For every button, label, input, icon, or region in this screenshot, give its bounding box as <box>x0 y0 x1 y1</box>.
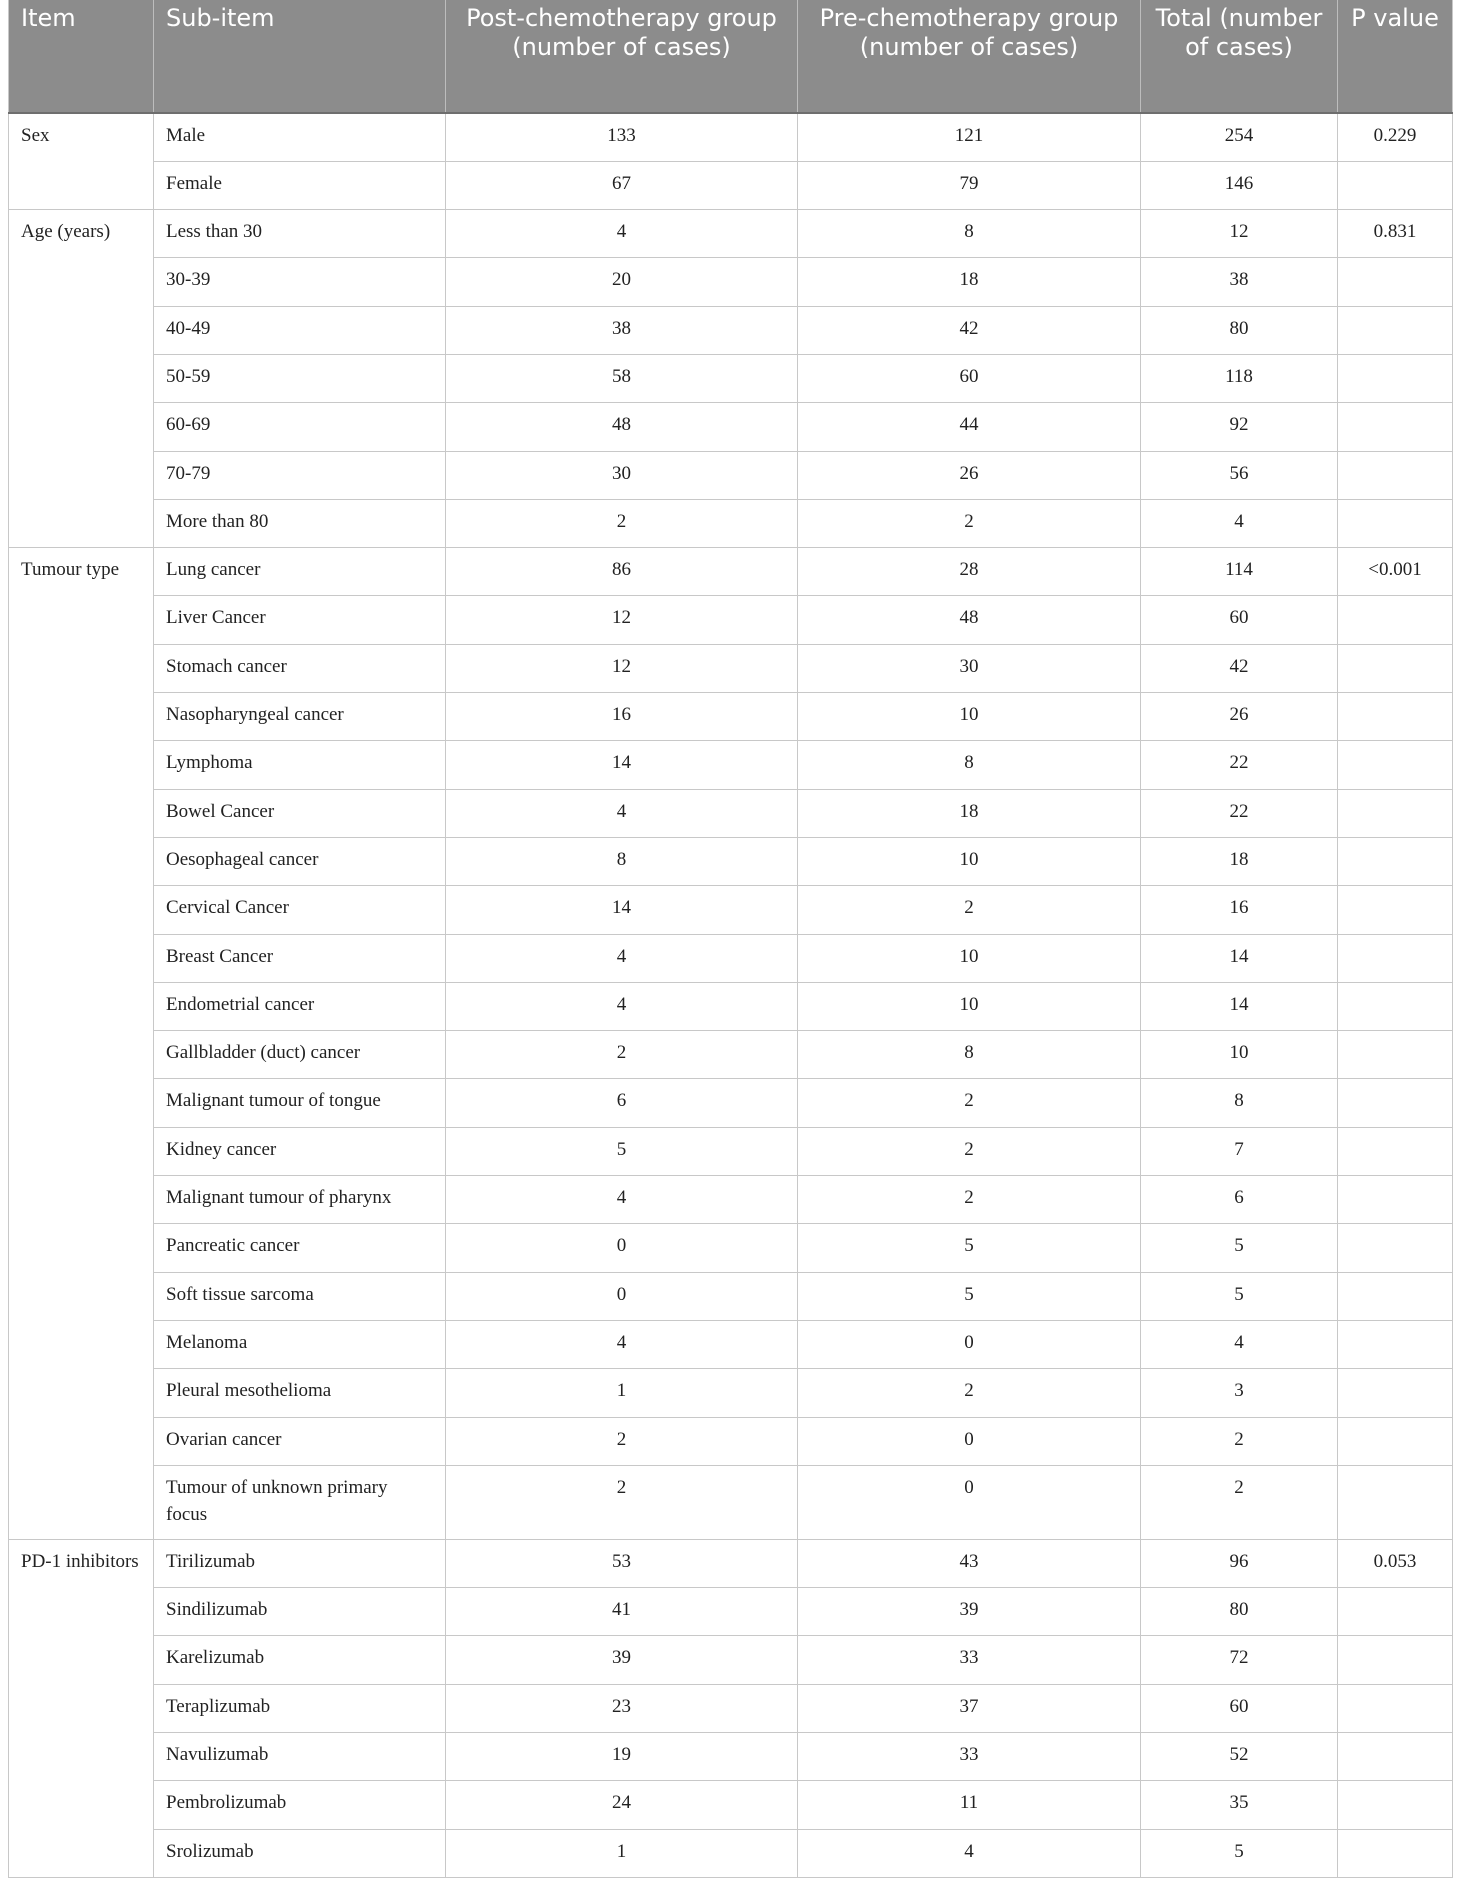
total-cell: 5 <box>1141 1829 1338 1877</box>
post-chemotherapy-cell: 86 <box>446 548 798 596</box>
post-chemotherapy-cell: 4 <box>446 789 798 837</box>
pre-chemotherapy-cell: 10 <box>798 837 1141 885</box>
table-row <box>9 1733 1453 1781</box>
header-total: Total (number of cases) <box>1141 0 1338 113</box>
p-value-cell <box>1338 499 1453 547</box>
p-value-cell <box>1338 1781 1453 1829</box>
table-row <box>9 258 1453 306</box>
post-chemotherapy-cell: 2 <box>446 1465 798 1539</box>
post-chemotherapy-cell: 12 <box>446 596 798 644</box>
p-value-cell <box>1338 161 1453 209</box>
total-cell: 38 <box>1141 258 1338 306</box>
sub-item-cell: Male <box>154 113 446 161</box>
item-cell: PD-1 inhibitors <box>9 1539 154 1877</box>
pre-chemotherapy-cell: 5 <box>798 1224 1141 1272</box>
p-value-cell <box>1338 1224 1453 1272</box>
total-cell: 52 <box>1141 1733 1338 1781</box>
total-cell: 92 <box>1141 403 1338 451</box>
total-cell: 35 <box>1141 1781 1338 1829</box>
post-chemotherapy-cell: 39 <box>446 1636 798 1684</box>
pre-chemotherapy-cell: 2 <box>798 499 1141 547</box>
p-value-cell: 0.053 <box>1338 1539 1453 1587</box>
table-row <box>9 1465 1453 1539</box>
table-row <box>9 210 1453 258</box>
data-table <box>8 0 1453 1878</box>
total-cell: 60 <box>1141 596 1338 644</box>
total-cell: 60 <box>1141 1684 1338 1732</box>
post-chemotherapy-cell: 1 <box>446 1369 798 1417</box>
sub-item-cell: Karelizumab <box>154 1636 446 1684</box>
total-cell: 56 <box>1141 451 1338 499</box>
total-cell: 5 <box>1141 1224 1338 1272</box>
p-value-cell <box>1338 837 1453 885</box>
sub-item-cell: 30-39 <box>154 258 446 306</box>
item-cell: Age (years) <box>9 210 154 548</box>
p-value-cell <box>1338 982 1453 1030</box>
pre-chemotherapy-cell: 18 <box>798 789 1141 837</box>
post-chemotherapy-cell: 48 <box>446 403 798 451</box>
pre-chemotherapy-cell: 44 <box>798 403 1141 451</box>
p-value-cell <box>1338 258 1453 306</box>
sub-item-cell: Srolizumab <box>154 1829 446 1877</box>
pre-chemotherapy-cell: 37 <box>798 1684 1141 1732</box>
pre-chemotherapy-cell: 26 <box>798 451 1141 499</box>
table-body <box>9 113 1453 1877</box>
p-value-cell <box>1338 1684 1453 1732</box>
total-cell: 114 <box>1141 548 1338 596</box>
pre-chemotherapy-cell: 8 <box>798 210 1141 258</box>
p-value-cell <box>1338 403 1453 451</box>
table-row <box>9 837 1453 885</box>
table-header <box>9 0 1453 113</box>
p-value-cell: 0.831 <box>1338 210 1453 258</box>
sub-item-cell: Nasopharyngeal cancer <box>154 693 446 741</box>
p-value-cell <box>1338 354 1453 402</box>
post-chemotherapy-cell: 2 <box>446 1031 798 1079</box>
p-value-cell <box>1338 644 1453 692</box>
table-row <box>9 1127 1453 1175</box>
p-value-cell <box>1338 886 1453 934</box>
pre-chemotherapy-cell: 121 <box>798 113 1141 161</box>
table-row <box>9 934 1453 982</box>
total-cell: 80 <box>1141 1588 1338 1636</box>
post-chemotherapy-cell: 41 <box>446 1588 798 1636</box>
sub-item-cell: 60-69 <box>154 403 446 451</box>
table-row <box>9 499 1453 547</box>
total-cell: 118 <box>1141 354 1338 402</box>
sub-item-cell: Navulizumab <box>154 1733 446 1781</box>
item-cell: Tumour type <box>9 548 154 1540</box>
pre-chemotherapy-cell: 42 <box>798 306 1141 354</box>
table-row <box>9 1781 1453 1829</box>
sub-item-cell: Lymphoma <box>154 741 446 789</box>
sub-item-cell: Less than 30 <box>154 210 446 258</box>
table-row <box>9 1588 1453 1636</box>
header-item: Item <box>9 0 154 113</box>
header-sub-item: Sub-item <box>154 0 446 113</box>
p-value-cell <box>1338 451 1453 499</box>
total-cell: 22 <box>1141 741 1338 789</box>
total-cell: 8 <box>1141 1079 1338 1127</box>
sub-item-cell: Tumour of unknown primary focus <box>154 1465 446 1539</box>
pre-chemotherapy-cell: 2 <box>798 1079 1141 1127</box>
table-row <box>9 1636 1453 1684</box>
pre-chemotherapy-cell: 2 <box>798 1176 1141 1224</box>
post-chemotherapy-cell: 8 <box>446 837 798 885</box>
total-cell: 80 <box>1141 306 1338 354</box>
total-cell: 72 <box>1141 1636 1338 1684</box>
pre-chemotherapy-cell: 0 <box>798 1465 1141 1539</box>
post-chemotherapy-cell: 4 <box>446 934 798 982</box>
p-value-cell <box>1338 1369 1453 1417</box>
total-cell: 5 <box>1141 1272 1338 1320</box>
post-chemotherapy-cell: 4 <box>446 982 798 1030</box>
total-cell: 14 <box>1141 982 1338 1030</box>
post-chemotherapy-cell: 38 <box>446 306 798 354</box>
item-cell: Sex <box>9 113 154 210</box>
table-row <box>9 306 1453 354</box>
pre-chemotherapy-cell: 10 <box>798 934 1141 982</box>
header-row <box>9 0 1453 113</box>
table-row <box>9 403 1453 451</box>
p-value-cell <box>1338 1127 1453 1175</box>
table-row <box>9 113 1453 161</box>
table-row <box>9 1539 1453 1587</box>
post-chemotherapy-cell: 6 <box>446 1079 798 1127</box>
sub-item-cell: More than 80 <box>154 499 446 547</box>
pre-chemotherapy-cell: 48 <box>798 596 1141 644</box>
sub-item-cell: 50-59 <box>154 354 446 402</box>
p-value-cell <box>1338 1079 1453 1127</box>
post-chemotherapy-cell: 4 <box>446 1176 798 1224</box>
sub-item-cell: 40-49 <box>154 306 446 354</box>
sub-item-cell: Stomach cancer <box>154 644 446 692</box>
post-chemotherapy-cell: 14 <box>446 886 798 934</box>
table-row <box>9 161 1453 209</box>
total-cell: 16 <box>1141 886 1338 934</box>
total-cell: 4 <box>1141 1320 1338 1368</box>
pre-chemotherapy-cell: 10 <box>798 693 1141 741</box>
post-chemotherapy-cell: 67 <box>446 161 798 209</box>
pre-chemotherapy-cell: 0 <box>798 1417 1141 1465</box>
sub-item-cell: Sindilizumab <box>154 1588 446 1636</box>
pre-chemotherapy-cell: 2 <box>798 886 1141 934</box>
pre-chemotherapy-cell: 2 <box>798 1127 1141 1175</box>
table-row <box>9 548 1453 596</box>
total-cell: 254 <box>1141 113 1338 161</box>
pre-chemotherapy-cell: 33 <box>798 1636 1141 1684</box>
pre-chemotherapy-cell: 39 <box>798 1588 1141 1636</box>
table-row <box>9 1829 1453 1877</box>
pre-chemotherapy-cell: 18 <box>798 258 1141 306</box>
table-row <box>9 1369 1453 1417</box>
total-cell: 6 <box>1141 1176 1338 1224</box>
pre-chemotherapy-cell: 2 <box>798 1369 1141 1417</box>
sub-item-cell: Kidney cancer <box>154 1127 446 1175</box>
post-chemotherapy-cell: 0 <box>446 1272 798 1320</box>
sub-item-cell: Female <box>154 161 446 209</box>
post-chemotherapy-cell: 133 <box>446 113 798 161</box>
p-value-cell: <0.001 <box>1338 548 1453 596</box>
table-row <box>9 693 1453 741</box>
pre-chemotherapy-cell: 33 <box>798 1733 1141 1781</box>
total-cell: 12 <box>1141 210 1338 258</box>
sub-item-cell: Pleural mesothelioma <box>154 1369 446 1417</box>
table-row <box>9 596 1453 644</box>
p-value-cell <box>1338 1588 1453 1636</box>
pre-chemotherapy-cell: 30 <box>798 644 1141 692</box>
table-container <box>8 0 1452 1878</box>
table-row <box>9 1417 1453 1465</box>
sub-item-cell: Oesophageal cancer <box>154 837 446 885</box>
total-cell: 14 <box>1141 934 1338 982</box>
post-chemotherapy-cell: 0 <box>446 1224 798 1272</box>
total-cell: 96 <box>1141 1539 1338 1587</box>
total-cell: 42 <box>1141 644 1338 692</box>
p-value-cell <box>1338 934 1453 982</box>
pre-chemotherapy-cell: 11 <box>798 1781 1141 1829</box>
sub-item-cell: 70-79 <box>154 451 446 499</box>
table-row <box>9 1031 1453 1079</box>
p-value-cell <box>1338 306 1453 354</box>
sub-item-cell: Ovarian cancer <box>154 1417 446 1465</box>
post-chemotherapy-cell: 12 <box>446 644 798 692</box>
sub-item-cell: Endometrial cancer <box>154 982 446 1030</box>
p-value-cell <box>1338 596 1453 644</box>
pre-chemotherapy-cell: 8 <box>798 741 1141 789</box>
total-cell: 22 <box>1141 789 1338 837</box>
post-chemotherapy-cell: 19 <box>446 1733 798 1781</box>
pre-chemotherapy-cell: 60 <box>798 354 1141 402</box>
p-value-cell <box>1338 1465 1453 1539</box>
total-cell: 7 <box>1141 1127 1338 1175</box>
table-row <box>9 1079 1453 1127</box>
p-value-cell <box>1338 1176 1453 1224</box>
sub-item-cell: Gallbladder (duct) cancer <box>154 1031 446 1079</box>
table-row <box>9 1320 1453 1368</box>
post-chemotherapy-cell: 23 <box>446 1684 798 1732</box>
pre-chemotherapy-cell: 8 <box>798 1031 1141 1079</box>
p-value-cell <box>1338 1031 1453 1079</box>
post-chemotherapy-cell: 5 <box>446 1127 798 1175</box>
table-row <box>9 354 1453 402</box>
post-chemotherapy-cell: 14 <box>446 741 798 789</box>
p-value-cell <box>1338 789 1453 837</box>
header-post-chemotherapy: Post-chemotherapy group (number of cases) <box>446 0 798 113</box>
table-row <box>9 886 1453 934</box>
table-row <box>9 789 1453 837</box>
sub-item-cell: Bowel Cancer <box>154 789 446 837</box>
p-value-cell <box>1338 741 1453 789</box>
p-value-cell <box>1338 1320 1453 1368</box>
total-cell: 26 <box>1141 693 1338 741</box>
sub-item-cell: Cervical Cancer <box>154 886 446 934</box>
post-chemotherapy-cell: 1 <box>446 1829 798 1877</box>
p-value-cell <box>1338 1733 1453 1781</box>
table-row <box>9 741 1453 789</box>
p-value-cell <box>1338 693 1453 741</box>
header-pre-chemotherapy: Pre-chemotherapy group (number of cases) <box>798 0 1141 113</box>
total-cell: 10 <box>1141 1031 1338 1079</box>
sub-item-cell: Soft tissue sarcoma <box>154 1272 446 1320</box>
sub-item-cell: Malignant tumour of pharynx <box>154 1176 446 1224</box>
table-row <box>9 1176 1453 1224</box>
p-value-cell: 0.229 <box>1338 113 1453 161</box>
p-value-cell <box>1338 1272 1453 1320</box>
sub-item-cell: Pancreatic cancer <box>154 1224 446 1272</box>
sub-item-cell: Teraplizumab <box>154 1684 446 1732</box>
sub-item-cell: Malignant tumour of tongue <box>154 1079 446 1127</box>
table-row <box>9 451 1453 499</box>
post-chemotherapy-cell: 4 <box>446 210 798 258</box>
pre-chemotherapy-cell: 4 <box>798 1829 1141 1877</box>
table-row <box>9 1272 1453 1320</box>
pre-chemotherapy-cell: 43 <box>798 1539 1141 1587</box>
table-row <box>9 644 1453 692</box>
sub-item-cell: Lung cancer <box>154 548 446 596</box>
sub-item-cell: Melanoma <box>154 1320 446 1368</box>
pre-chemotherapy-cell: 0 <box>798 1320 1141 1368</box>
table-row <box>9 1224 1453 1272</box>
post-chemotherapy-cell: 20 <box>446 258 798 306</box>
pre-chemotherapy-cell: 79 <box>798 161 1141 209</box>
table-row <box>9 982 1453 1030</box>
post-chemotherapy-cell: 58 <box>446 354 798 402</box>
p-value-cell <box>1338 1636 1453 1684</box>
sub-item-cell: Tirilizumab <box>154 1539 446 1587</box>
total-cell: 3 <box>1141 1369 1338 1417</box>
pre-chemotherapy-cell: 10 <box>798 982 1141 1030</box>
header-p-value: P value <box>1338 0 1453 113</box>
p-value-cell <box>1338 1417 1453 1465</box>
sub-item-cell: Liver Cancer <box>154 596 446 644</box>
pre-chemotherapy-cell: 5 <box>798 1272 1141 1320</box>
pre-chemotherapy-cell: 28 <box>798 548 1141 596</box>
total-cell: 18 <box>1141 837 1338 885</box>
total-cell: 146 <box>1141 161 1338 209</box>
sub-item-cell: Breast Cancer <box>154 934 446 982</box>
p-value-cell <box>1338 1829 1453 1877</box>
total-cell: 4 <box>1141 499 1338 547</box>
post-chemotherapy-cell: 2 <box>446 499 798 547</box>
post-chemotherapy-cell: 53 <box>446 1539 798 1587</box>
table-row <box>9 1684 1453 1732</box>
total-cell: 2 <box>1141 1417 1338 1465</box>
post-chemotherapy-cell: 4 <box>446 1320 798 1368</box>
post-chemotherapy-cell: 30 <box>446 451 798 499</box>
sub-item-cell: Pembrolizumab <box>154 1781 446 1829</box>
total-cell: 2 <box>1141 1465 1338 1539</box>
post-chemotherapy-cell: 24 <box>446 1781 798 1829</box>
post-chemotherapy-cell: 16 <box>446 693 798 741</box>
post-chemotherapy-cell: 2 <box>446 1417 798 1465</box>
